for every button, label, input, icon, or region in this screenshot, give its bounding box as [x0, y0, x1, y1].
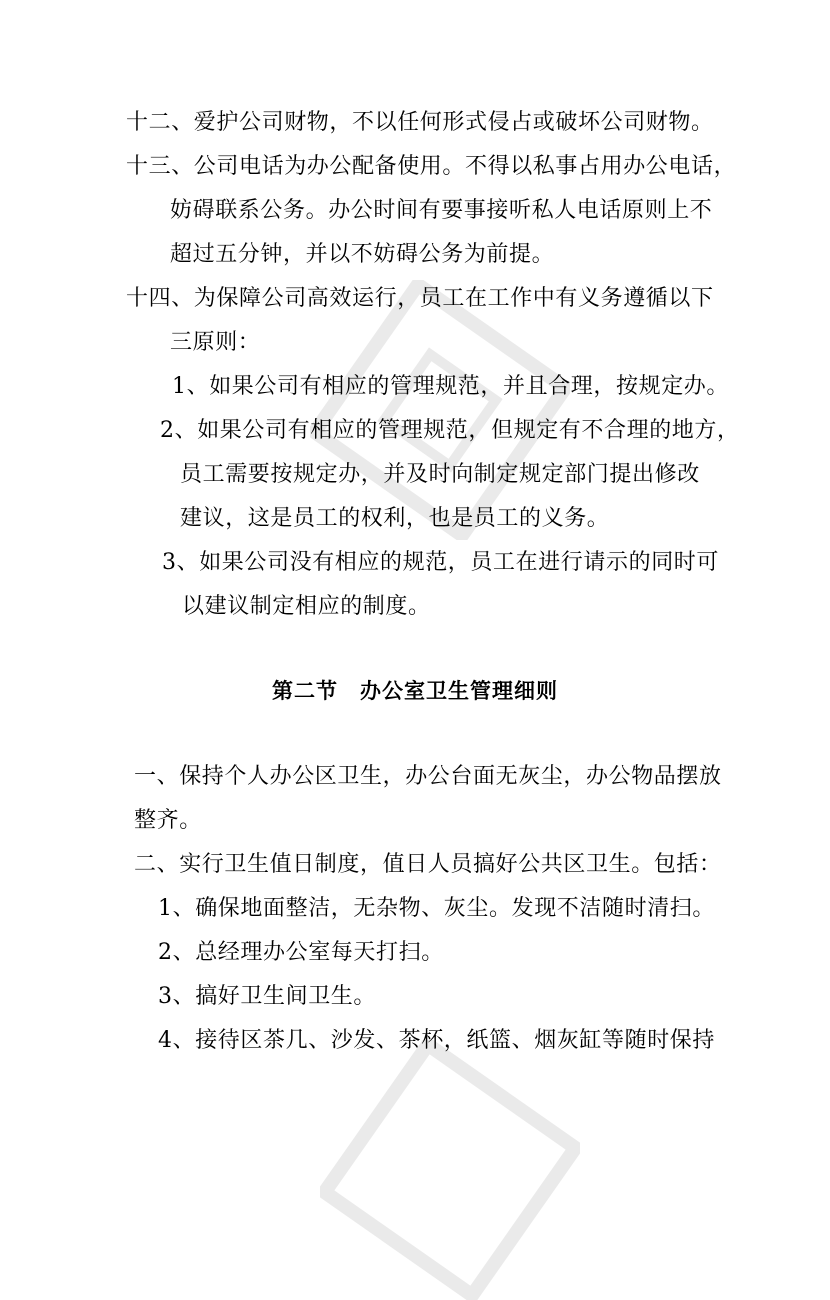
hygiene-item-1-line-2: 整齐。: [134, 808, 202, 833]
item-14-line-1: 十四、为保障公司高效运行，员工在工作中有义务遵循以下: [126, 286, 714, 311]
principle-1: 1、如果公司有相应的管理规范，并且合理，按规定办。: [172, 374, 729, 399]
hygiene-subitem-2: 2、总经理办公室每天打扫。: [158, 940, 444, 965]
hygiene-item-1-line-1: 一、保持个人办公区卫生，办公台面无灰尘，办公物品摆放: [134, 764, 722, 789]
principle-2-line-3: 建议，这是员工的权利，也是员工的义务。: [180, 506, 610, 531]
principle-2-line-2: 员工需要按规定办，并及时向制定规定部门提出修改: [180, 462, 700, 487]
item-13-line-2: 妨碍联系公务。办公时间有要事接听私人电话原则上不: [170, 198, 713, 223]
principle-3-line-1: 3、如果公司没有相应的规范，员工在进行请示的同时可: [162, 550, 719, 575]
item-13-line-3: 超过五分钟，并以不妨碍公务为前提。: [170, 242, 555, 267]
hygiene-subitem-1: 1、确保地面整洁，无杂物、灰尘。发现不洁随时清扫。: [158, 896, 715, 921]
hygiene-subitem-3: 3、搞好卫生间卫生。: [158, 984, 376, 1009]
item-14-line-2: 三原则：: [170, 330, 261, 355]
principle-3-line-2: 以建议制定相应的制度。: [182, 594, 431, 619]
watermark-stamp-bottom: [320, 1040, 580, 1300]
hygiene-item-2: 二、实行卫生值日制度，值日人员搞好公共区卫生。包括：: [134, 852, 722, 877]
item-13-line-1: 十三、公司电话为办公配备使用。不得以私事占用办公电话，: [126, 154, 737, 179]
hygiene-subitem-4: 4、接待区茶几、沙发、茶杯，纸篮、烟灰缸等随时保持: [158, 1028, 715, 1053]
principle-2-line-1: 2、如果公司有相应的管理规范，但规定有不合理的地方，: [160, 418, 740, 443]
watermark-stamp: [310, 280, 570, 540]
item-12: 十二、爱护公司财物，不以任何形式侵占或破坏公司财物。: [126, 110, 714, 135]
section-title: 第二节 办公室卫生管理细则: [272, 679, 558, 703]
